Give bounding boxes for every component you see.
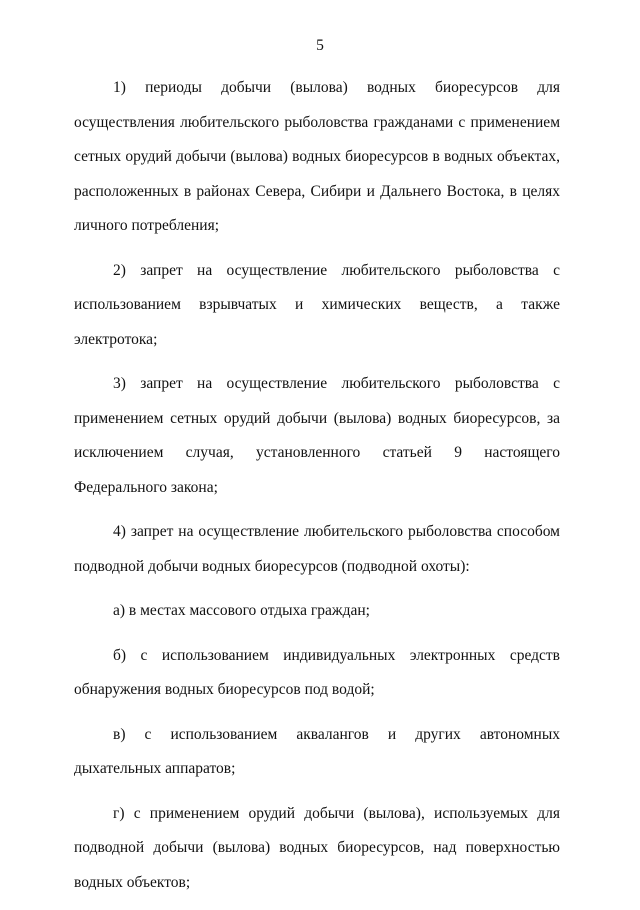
paragraph-4b: б) с использованием индивидуальных электронных средств обнаружения водных биоресурсов под водой; bbox=[74, 646, 560, 698]
paragraph-1: 1) периоды добычи (вылова) водных биоресурсов для осуществления любительского рыболовства гражданами с применением сетных орудий добычи (вылова) водных биоресурсов в водных объектах, расположенных в районах Севера, Сибири и Дальнего Востока, в целях личного потребления; bbox=[74, 79, 560, 234]
document-body bbox=[74, 71, 560, 910]
paragraph-4v: в) с использованием аквалангов и других автономных дыхательных аппаратов; bbox=[74, 725, 560, 777]
paragraph-3: 3) запрет на осуществление любительского рыболовства с применением сетных орудий добычи (вылова) водных биоресурсов, за исключением случая, установленного статьей 9 настоящего Федерального закона; bbox=[74, 375, 560, 496]
paragraph-2: 2) запрет на осуществление любительского рыболовства с использованием взрывчатых и химических веществ, а также электротока; bbox=[74, 261, 560, 348]
paragraph-4: 4) запрет на осуществление любительского рыболовства способом подводной добычи водных биоресурсов (подводной охоты): bbox=[74, 523, 560, 575]
page-number: 5 bbox=[316, 37, 324, 54]
paragraph-4g: г) с применением орудий добычи (вылова), используемых для подводной добычи (вылова) водных биоресурсов, над поверхностью водных объектов; bbox=[74, 804, 560, 891]
paragraph-4a: а) в местах массового отдыха граждан; bbox=[113, 602, 370, 619]
